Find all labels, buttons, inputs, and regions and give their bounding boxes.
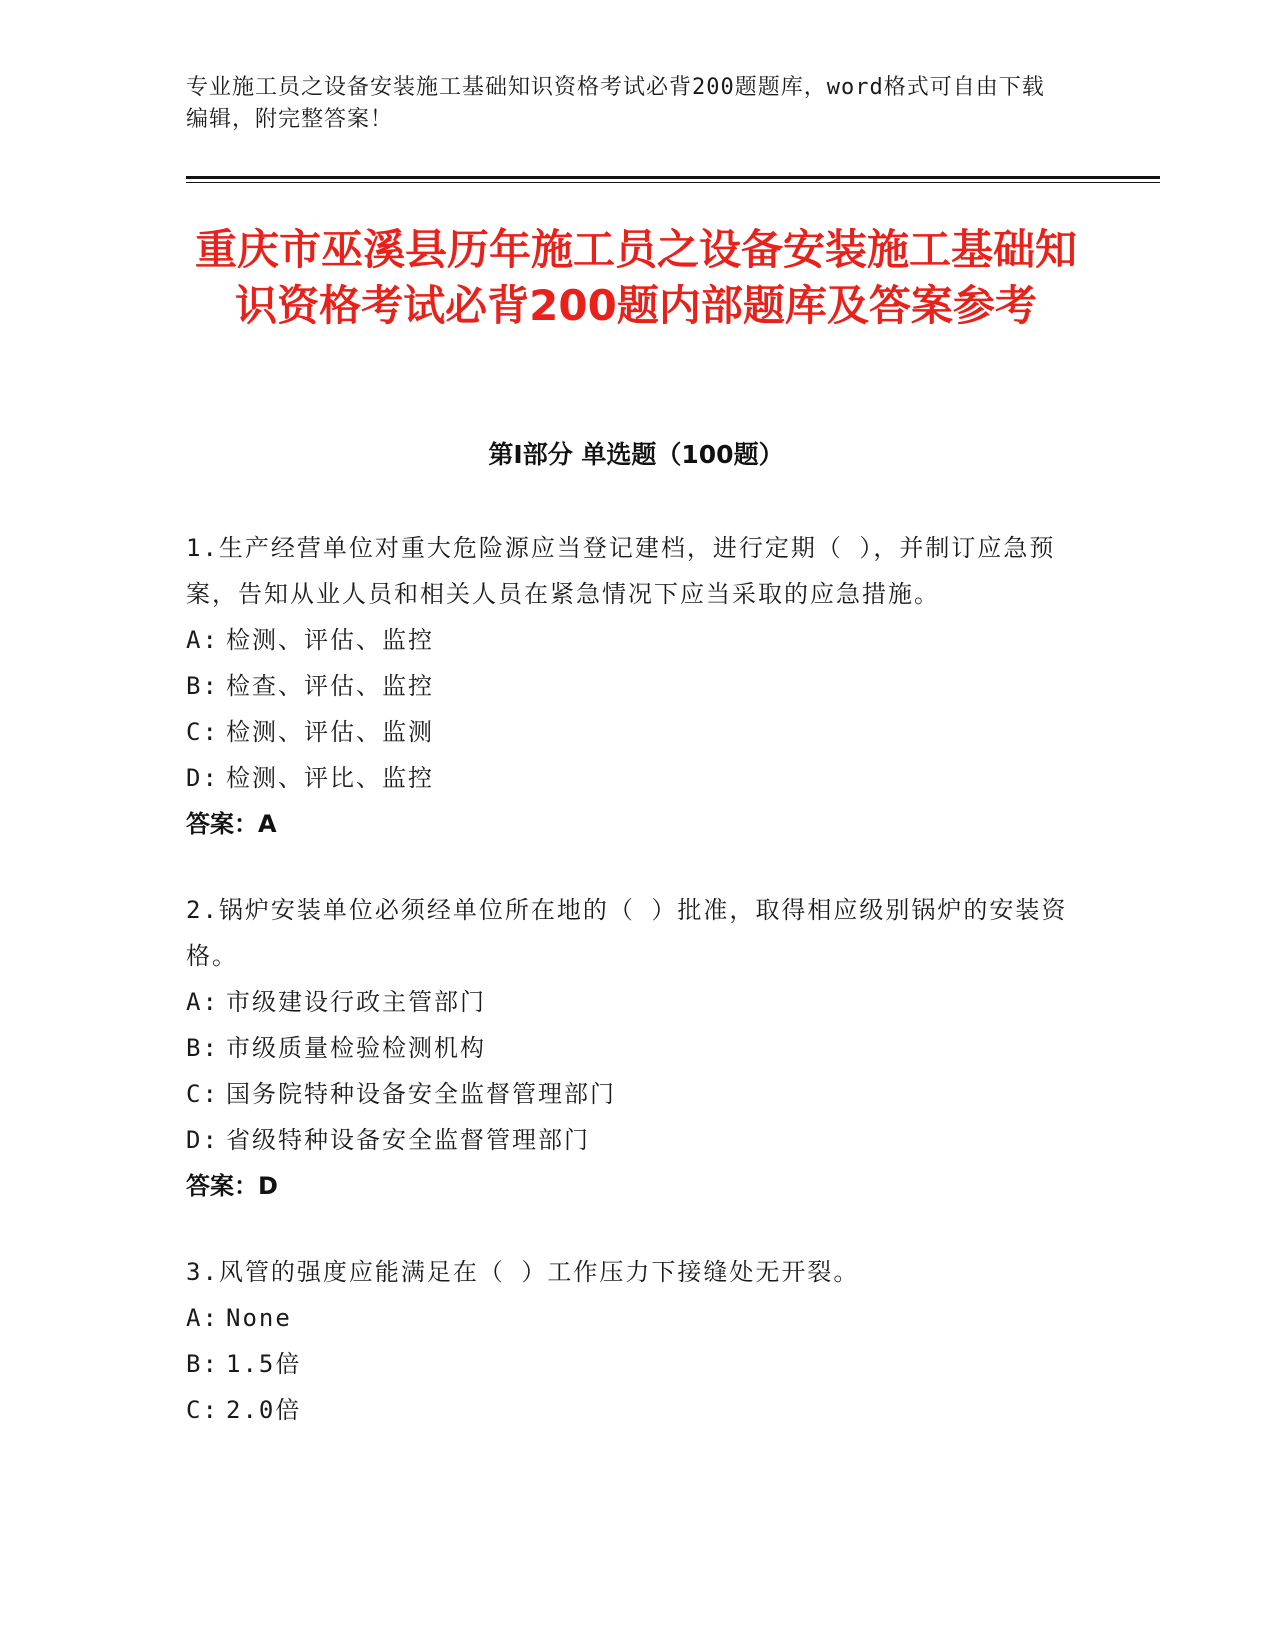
- option-text: 检测、评比、监控: [226, 764, 434, 792]
- option-d: [186, 755, 1086, 801]
- option-c: [186, 1387, 1086, 1433]
- question-2: [186, 887, 1086, 1209]
- option-key: C:: [186, 1396, 219, 1424]
- option-text: 检测、评估、监控: [226, 626, 434, 654]
- section-title: 第Ⅰ部分 单选题（100题）: [488, 440, 784, 469]
- answer: 答案：D: [186, 1172, 278, 1200]
- option-d: [186, 1117, 1086, 1163]
- option-key: A:: [186, 626, 219, 654]
- option-text: 检查、评估、监控: [226, 672, 434, 700]
- option-text: None: [226, 1304, 292, 1332]
- question-stem: 1.生产经营单位对重大危险源应当登记建档，进行定期（ ），并制订应急预案，告知从业人员和相关人员在紧急情况下应当采取的应急措施。: [186, 534, 1056, 608]
- question-stem: 3.风管的强度应能满足在（ ）工作压力下接缝处无开裂。: [186, 1258, 860, 1286]
- option-key: A:: [186, 1304, 219, 1332]
- option-key: B:: [186, 672, 219, 700]
- option-text: 2.0倍: [226, 1396, 302, 1424]
- option-key: A:: [186, 988, 219, 1016]
- header-note: 专业施工员之设备安装施工基础知识资格考试必背200题题库，word格式可自由下载编辑，附完整答案！: [186, 75, 1045, 132]
- option-key: D:: [186, 1126, 219, 1154]
- header-rule-thin: [186, 182, 1160, 183]
- option-key: B:: [186, 1034, 219, 1062]
- document-title: 重庆市巫溪县历年施工员之设备安装施工基础知识资格考试必背200题内部题库及答案参考: [194, 225, 1077, 330]
- option-key: B:: [186, 1350, 219, 1378]
- option-text: 市级建设行政主管部门: [226, 988, 486, 1016]
- option-key: C:: [186, 1080, 219, 1108]
- option-text: 1.5倍: [226, 1350, 302, 1378]
- question-list: [186, 525, 1086, 1473]
- question-3: [186, 1249, 1086, 1433]
- option-key: D:: [186, 764, 219, 792]
- option-text: 检测、评估、监测: [226, 718, 434, 746]
- option-text: 市级质量检验检测机构: [226, 1034, 486, 1062]
- answer: 答案：A: [186, 810, 277, 838]
- option-b: [186, 1341, 1086, 1387]
- option-b: [186, 1025, 1086, 1071]
- option-a: [186, 1295, 1086, 1341]
- question-stem: 2.锅炉安装单位必须经单位所在地的（ ）批准，取得相应级别锅炉的安装资格。: [186, 896, 1068, 970]
- option-c: [186, 1071, 1086, 1117]
- option-c: [186, 709, 1086, 755]
- question-1: [186, 525, 1086, 847]
- option-b: [186, 663, 1086, 709]
- option-a: [186, 617, 1086, 663]
- option-key: C:: [186, 718, 219, 746]
- option-a: [186, 979, 1086, 1025]
- option-text: 省级特种设备安全监督管理部门: [226, 1126, 590, 1154]
- header-rule-thick: [186, 176, 1160, 179]
- option-text: 国务院特种设备安全监督管理部门: [226, 1080, 616, 1108]
